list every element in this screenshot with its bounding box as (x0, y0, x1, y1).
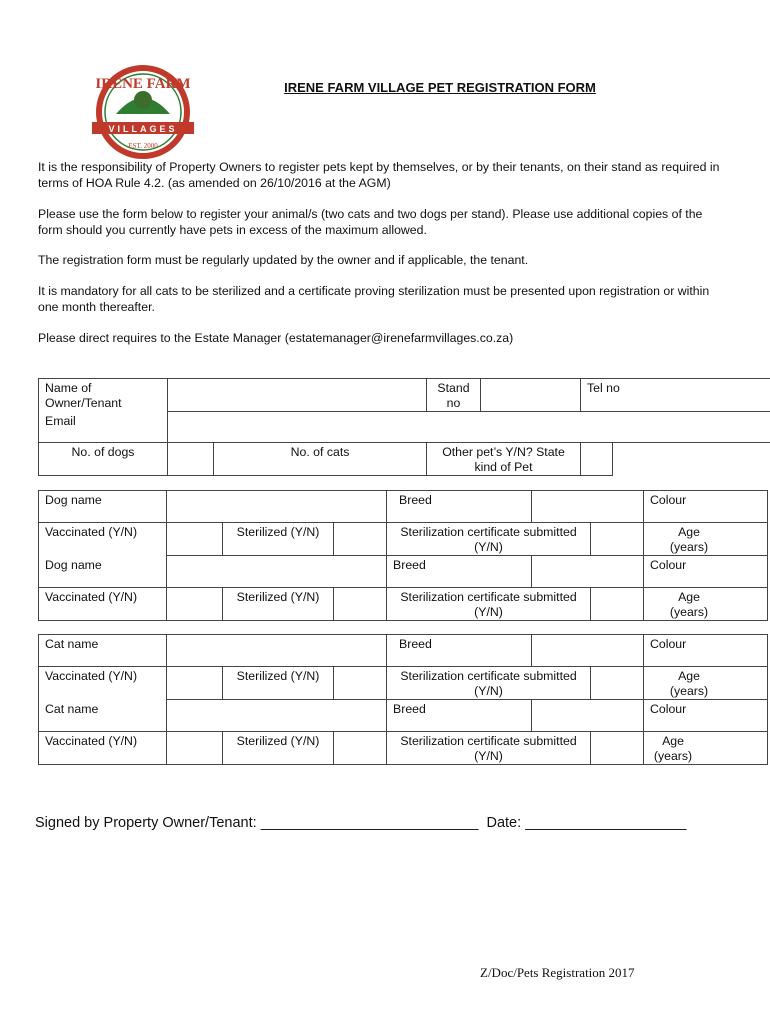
dog2-vacc-field[interactable] (167, 588, 223, 621)
intro-paragraph-2: Please use the form below to register your animal/s (two cats and two dogs per stand). Please use additional copies of the form should you currently have pets in excess of the maximum allowed. (38, 207, 703, 237)
cat1-vacc-label: Vaccinated (Y/N) (39, 667, 167, 700)
dog1-age-label: Age (years) (669, 525, 709, 554)
stand-label: Stand no (427, 379, 481, 412)
dog1-name-label: Dog name (39, 491, 167, 523)
dog-details-table (38, 490, 768, 621)
signature-line (35, 815, 686, 831)
num-dogs-field[interactable] (168, 443, 214, 476)
dog2-vacc-label: Vaccinated (Y/N) (39, 588, 167, 621)
cat1-name-field[interactable] (167, 635, 387, 667)
email-label: Email (39, 412, 168, 443)
cat2-breed-label: Breed (387, 700, 532, 732)
cat2-name-field[interactable] (167, 700, 387, 732)
irene-farm-villages-logo (88, 62, 198, 172)
cat1-vacc-field[interactable] (167, 667, 223, 700)
dog1-steril-field[interactable] (334, 523, 387, 556)
intro-paragraph-5: Please direct requires to the Estate Manager (estatemanager@irenefarmvillages.co.za) (38, 331, 514, 345)
dog2-breed-label: Breed (387, 556, 532, 588)
signature-field[interactable]: ___________________________ (260, 815, 479, 831)
dog1-breed-field[interactable] (532, 491, 644, 523)
logo-est: EST. 2000 (128, 142, 158, 150)
num-cats-label: No. of cats (214, 443, 427, 476)
dog1-steril-label: Sterilized (Y/N) (223, 523, 334, 556)
owner-name-text: Name of Owner/Tenant (45, 381, 122, 410)
dog2-cert-label: Sterilization certificate submitted (Y/N) (387, 588, 591, 621)
cat2-age-label: Age (years) (653, 734, 693, 763)
cat1-name-label: Cat name (39, 635, 167, 667)
page-title: IRENE FARM VILLAGE PET REGISTRATION FORM (284, 80, 596, 95)
stand-field[interactable] (481, 379, 581, 412)
intro-paragraph-4: It is mandatory for all cats to be sterilized and a certificate proving sterilization must be presented upon registration or within one month thereafter. (38, 284, 710, 314)
cat1-breed-field[interactable] (532, 635, 644, 667)
dog2-steril-label: Sterilized (Y/N) (223, 588, 334, 621)
cat2-breed-field[interactable] (532, 700, 644, 732)
intro-paragraph-1: It is the responsibility of Property Owners to register pets kept by themselves, or by their tenants, on their stand as required in terms of HOA Rule 4.2. (as amended on 26/10/2016 at the AGM) (38, 160, 720, 190)
num-dogs-label: No. of dogs (39, 443, 168, 476)
date-field[interactable]: ____________________ (525, 815, 687, 831)
dog1-cert-label: Sterilization certificate submitted (Y/N) (387, 523, 591, 556)
cat1-cert-field[interactable] (591, 667, 644, 700)
cat2-vacc-field[interactable] (167, 732, 223, 765)
cat2-vacc-label: Vaccinated (Y/N) (39, 732, 167, 765)
owner-name-field[interactable] (168, 379, 427, 412)
tel-cell[interactable] (581, 379, 770, 412)
dog2-breed-field[interactable] (532, 556, 644, 588)
logo-name-bottom: VILLAGES (108, 124, 178, 134)
owner-name-label (39, 379, 168, 412)
logo-name-top: IRENE FARM (95, 76, 191, 92)
dog2-name-field[interactable] (167, 556, 387, 588)
dog1-name-field[interactable] (167, 491, 387, 523)
dog1-age-cell[interactable] (644, 523, 768, 556)
other-pets-label: Other pet’s Y/N? State kind of Pet (427, 443, 581, 476)
cat-details-table (38, 634, 768, 765)
signed-label: Signed by Property Owner/Tenant: (35, 815, 257, 831)
cat2-steril-label: Sterilized (Y/N) (223, 732, 334, 765)
cat1-age-cell[interactable] (644, 667, 768, 700)
cat1-steril-label: Sterilized (Y/N) (223, 667, 334, 700)
dog1-vacc-field[interactable] (167, 523, 223, 556)
document-footer: Z/Doc/Pets Registration 2017 (480, 965, 635, 980)
dog1-cert-field[interactable] (591, 523, 644, 556)
email-field[interactable] (168, 412, 770, 443)
dog1-colour-label: Colour (644, 491, 768, 523)
other-pets-field[interactable] (581, 443, 613, 476)
cat1-steril-field[interactable] (334, 667, 387, 700)
dog2-age-cell[interactable] (644, 588, 768, 621)
dog2-age-label: Age (years) (669, 590, 709, 619)
cat1-breed-label: Breed (387, 635, 532, 667)
cat2-age-cell[interactable] (644, 732, 768, 765)
cat1-cert-label: Sterilization certificate submitted (Y/N) (387, 667, 591, 700)
dog2-cert-field[interactable] (591, 588, 644, 621)
dog2-colour-label: Colour (644, 556, 768, 588)
dog2-steril-field[interactable] (334, 588, 387, 621)
tel-label: Tel no (587, 381, 620, 395)
cat2-cert-label: Sterilization certificate submitted (Y/N) (387, 732, 591, 765)
dog2-name-label: Dog name (39, 556, 167, 588)
date-label: Date: (486, 815, 522, 831)
owner-details-table (38, 378, 770, 476)
cat2-steril-field[interactable] (334, 732, 387, 765)
cat2-cert-field[interactable] (591, 732, 644, 765)
cat2-name-label: Cat name (39, 700, 167, 732)
cat1-colour-label: Colour (644, 635, 768, 667)
cat1-age-label: Age (years) (669, 669, 709, 698)
cat2-colour-label: Colour (644, 700, 768, 732)
dog1-vacc-label: Vaccinated (Y/N) (39, 523, 167, 556)
dog1-breed-label: Breed (387, 491, 532, 523)
intro-paragraph-3: The registration form must be regularly updated by the owner and if applicable, the tenant. (38, 253, 529, 267)
